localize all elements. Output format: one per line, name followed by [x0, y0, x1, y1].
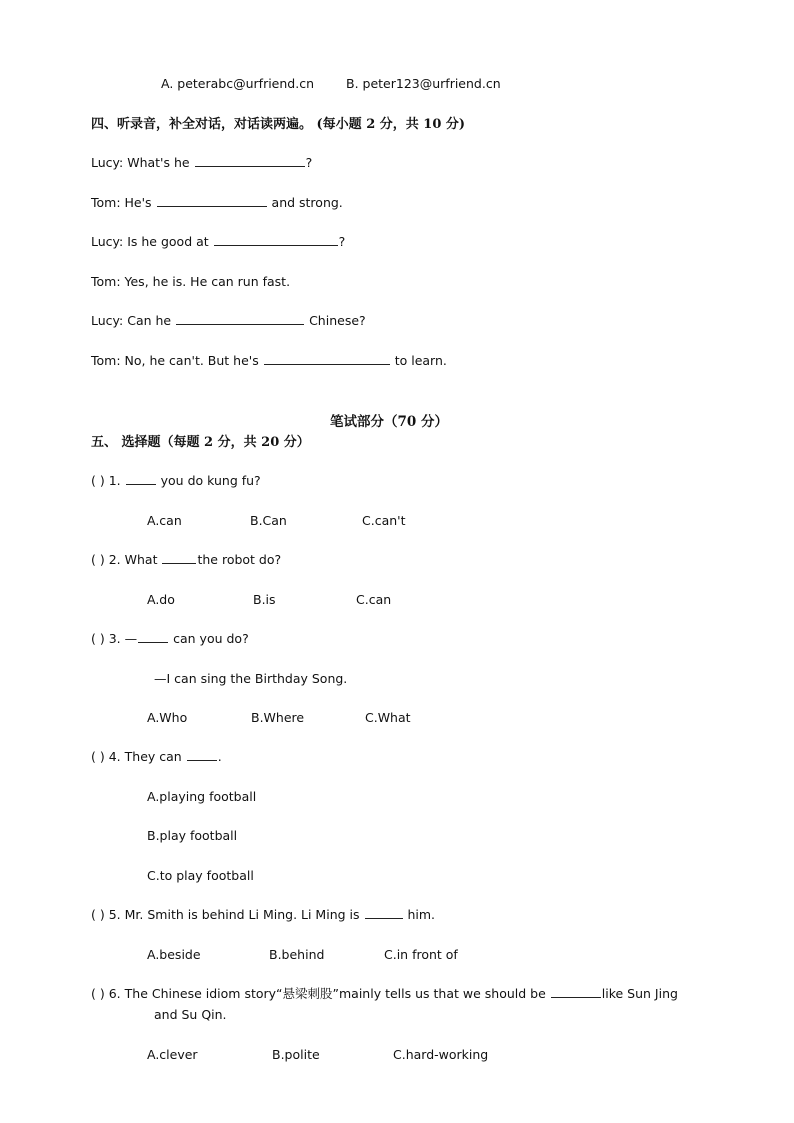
question-text: you do kung fu? — [160, 473, 261, 488]
answer-blank[interactable] — [195, 155, 305, 167]
question-number: 2. — [108, 552, 121, 567]
q6-option-b[interactable]: B.polite — [272, 1047, 320, 1062]
answer-blank[interactable] — [264, 353, 390, 365]
question-number: 6. — [108, 986, 121, 1001]
section-4-heading: 四、听录音，补全对话，对话读两遍。 (每小题 2 分，共 10 分) — [91, 117, 466, 132]
question-blank — [162, 552, 196, 564]
q3-answer-line: —I can sing the Birthday Song. — [154, 671, 348, 686]
q3-option-b[interactable]: B.Where — [251, 710, 305, 725]
prev-option-b: B. peter123@urfriend.cn — [346, 76, 501, 91]
dialogue-text: to learn. — [394, 353, 447, 368]
q4-option-b[interactable]: B.play football — [147, 828, 238, 843]
answer-paren[interactable]: ( ) — [91, 552, 105, 567]
dialogue-line-4 — [91, 274, 290, 290]
question-text: . — [217, 749, 222, 764]
q5-option-a[interactable]: A.beside — [147, 947, 201, 962]
prev-option-a: A. peterabc@urfriend.cn — [161, 76, 314, 91]
question-number: 4. — [108, 749, 121, 764]
q3-option-c[interactable]: C.What — [365, 710, 411, 725]
answer-blank[interactable] — [176, 313, 304, 325]
dialogue-text: ? — [338, 234, 346, 249]
answer-blank[interactable] — [157, 195, 267, 207]
q5-option-b[interactable]: B.behind — [269, 947, 325, 962]
question-text: The Chinese idiom story“悬梁刺股”mainly tells us that we should be — [124, 986, 546, 1001]
question-number: 1. — [108, 473, 121, 488]
dialogue-line-5 — [91, 313, 366, 329]
dialogue-line-1 — [91, 155, 312, 171]
question-number: 3. — [108, 631, 121, 646]
q6-continuation: and Su Qin. — [154, 1007, 227, 1022]
question-text: him. — [407, 907, 436, 922]
answer-paren[interactable]: ( ) — [91, 749, 105, 764]
q1-option-a[interactable]: A.can — [147, 513, 182, 528]
question-5 — [91, 907, 435, 923]
dialogue-text: Lucy: Can he — [91, 313, 172, 328]
question-text: like Sun Jing — [601, 986, 678, 1001]
q1-option-b[interactable]: B.Can — [250, 513, 287, 528]
question-blank — [187, 749, 217, 761]
question-text: What — [124, 552, 158, 567]
dialogue-text: Chinese? — [309, 313, 366, 328]
q2-option-b[interactable]: B.is — [253, 592, 276, 607]
dialogue-line-6 — [91, 353, 447, 369]
written-part-title: 笔试部分（70 分） — [330, 414, 448, 430]
answer-paren[interactable]: ( ) — [91, 631, 105, 646]
dialogue-text: and strong. — [271, 195, 343, 210]
dialogue-text: ? — [305, 155, 313, 170]
answer-blank[interactable] — [214, 234, 338, 246]
question-4 — [91, 749, 222, 765]
question-blank — [126, 473, 156, 485]
q4-option-c[interactable]: C.to play football — [147, 868, 254, 883]
q2-option-c[interactable]: C.can — [356, 592, 392, 607]
q1-option-c[interactable]: C.can't — [362, 513, 406, 528]
q6-option-c[interactable]: C.hard-working — [393, 1047, 489, 1062]
question-text: — — [124, 631, 138, 646]
answer-paren[interactable]: ( ) — [91, 986, 105, 1001]
q5-option-c[interactable]: C.in front of — [384, 947, 458, 962]
dialogue-text: Tom: He's — [91, 195, 152, 210]
question-blank — [138, 631, 168, 643]
dialogue-text: Tom: No, he can't. But he's — [91, 353, 259, 368]
question-2 — [91, 552, 281, 568]
dialogue-text: Lucy: Is he good at — [91, 234, 209, 249]
question-text: the robot do? — [197, 552, 282, 567]
question-blank — [551, 986, 601, 998]
section-5-heading: 五、 选择题（每题 2 分，共 20 分） — [91, 435, 310, 450]
dialogue-line-2 — [91, 195, 343, 211]
question-6 — [91, 986, 678, 1002]
question-text: They can — [124, 749, 182, 764]
answer-paren[interactable]: ( ) — [91, 473, 105, 488]
q3-option-a[interactable]: A.Who — [147, 710, 188, 725]
question-3 — [91, 631, 249, 647]
question-text: Mr. Smith is behind Li Ming. Li Ming is — [124, 907, 360, 922]
question-number: 5. — [108, 907, 121, 922]
dialogue-text: Lucy: What's he — [91, 155, 190, 170]
question-blank — [365, 907, 403, 919]
question-text: can you do? — [173, 631, 249, 646]
dialogue-text: Tom: Yes, he is. He can run fast. — [91, 274, 291, 289]
dialogue-line-3 — [91, 234, 345, 250]
q6-option-a[interactable]: A.clever — [147, 1047, 198, 1062]
answer-paren[interactable]: ( ) — [91, 907, 105, 922]
question-1 — [91, 473, 261, 489]
q4-option-a[interactable]: A.playing football — [147, 789, 257, 804]
q2-option-a[interactable]: A.do — [147, 592, 175, 607]
